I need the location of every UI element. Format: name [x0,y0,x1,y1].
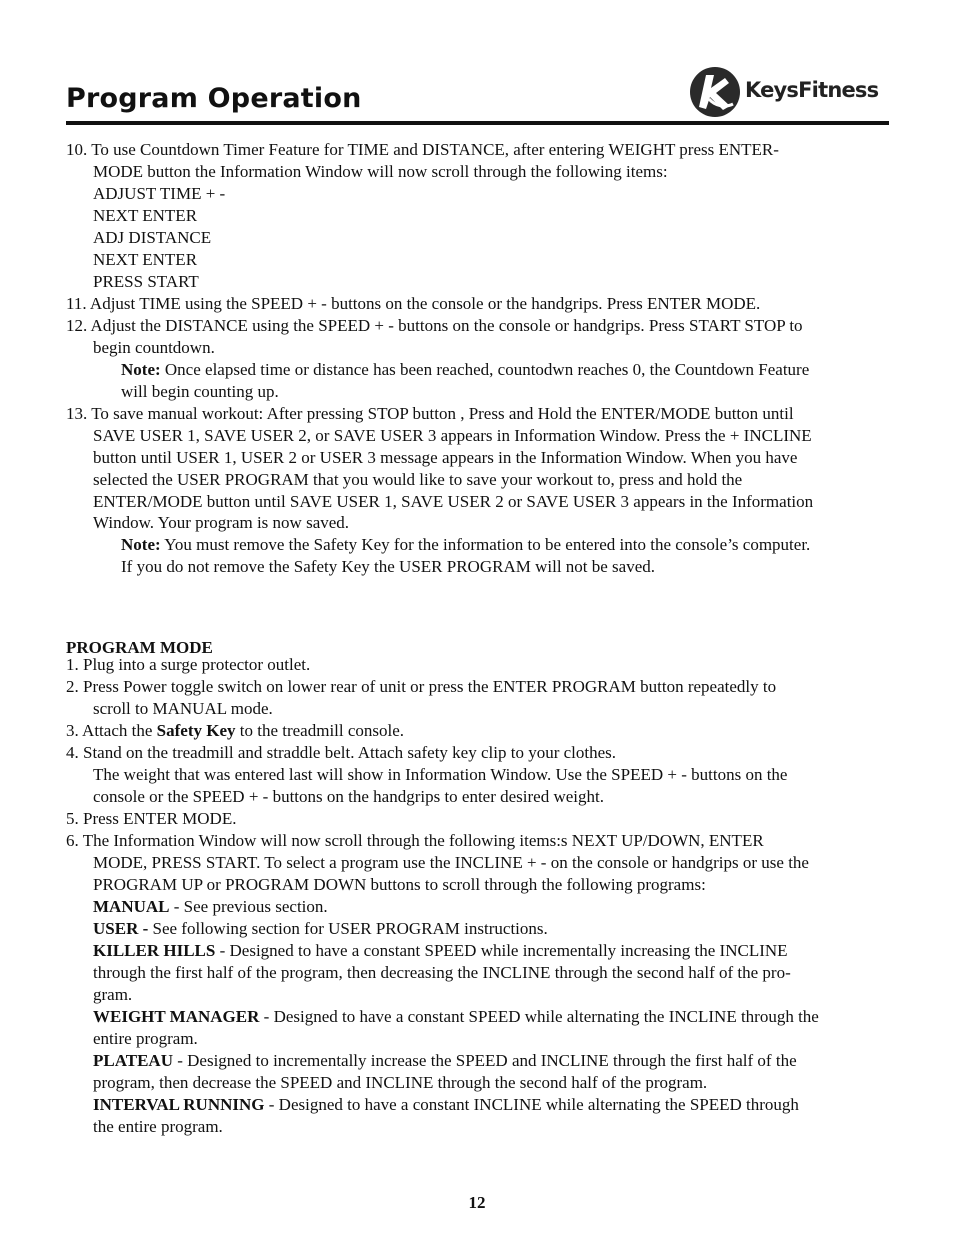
logo-wordmark-keys: Keys [745,78,799,102]
text-segment: scroll to MANUAL mode. [93,699,273,718]
text-line [93,1116,223,1138]
text-line [93,249,197,271]
text-line [93,205,197,227]
text-segment: 2. Press Power toggle switch on lower rear of unit or press the ENTER PROGRAM button repeatedly to [66,677,777,696]
text-line [93,918,548,940]
text-segment: PROGRAM UP or PROGRAM DOWN buttons to scroll through the following programs: [93,875,706,894]
text-line [93,337,215,359]
text-segment: - Designed to incrementally increase the SPEED and INCLINE through the first half of the [172,1051,797,1070]
text-segment: 5. Press ENTER MODE. [66,809,237,828]
text-line [93,227,211,249]
text-line [121,381,279,403]
text-segment: begin countdown. [93,338,215,357]
text-segment: ADJ DISTANCE [93,228,212,247]
text-line [93,984,132,1006]
text-segment: 3. Attach the [66,721,157,740]
text-segment: to the treadmill console. [235,721,405,740]
text-line [93,491,813,513]
text-segment: program, then decrease the SPEED and INCLINE through the second half of the program. [93,1073,708,1092]
text-line [121,534,810,556]
text-segment: - Designed to have a constant SPEED while alternating the INCLINE through the [259,1007,819,1026]
bold-term: Note: [121,535,161,554]
bold-term: USER - [93,919,149,938]
text-line [93,183,225,205]
text-line [93,874,706,896]
text-line [93,1094,799,1116]
text-line [93,469,742,491]
text-segment: gram. [93,985,133,1004]
text-segment: - Designed to have a constant SPEED while incrementally increasing the INCLINE [215,941,788,960]
keysfitness-logo-icon [689,66,741,118]
bold-term: PROGRAM MODE [66,638,213,657]
text-line [66,139,779,161]
text-segment: MODE, PRESS START. To select a program use the INCLINE + - on the console or handgrips or use the [93,853,809,872]
text-segment: entire program. [93,1029,198,1048]
logo-wordmark-fitness: Fitness [798,78,879,102]
text-segment: ADJUST TIME + - [93,184,226,203]
text-line [93,447,797,469]
text-segment: 10. To use Countdown Timer Feature for TIME and DISTANCE, after entering WEIGHT press ENTER- [66,140,779,159]
text-segment: 4. Stand on the treadmill and straddle belt. Attach safety key clip to your clothes. [66,743,617,762]
page-number: 12 [468,1193,486,1212]
text-line [93,940,788,962]
text-segment: 12. Adjust the DISTANCE using the SPEED + - buttons on the console or handgrips. Press START STOP to [66,316,803,335]
text-segment: Once elapsed time or distance has been reached, countodwn reaches 0, the Countdown Feature [160,360,810,379]
text-segment: the entire program. [93,1117,223,1136]
text-segment: SAVE USER 1, SAVE USER 2, or SAVE USER 3 appears in Information Window. Press the + INCLINE [93,426,812,445]
text-segment: NEXT ENTER [93,206,198,225]
text-segment: through the first half of the program, then decreasing the INCLINE through the second half of the pro- [93,963,791,982]
text-line [93,698,273,720]
text-line [93,512,349,534]
text-line [66,676,776,698]
text-segment: button until USER 1, USER 2 or USER 3 message appears in the Information Window. When you have [93,448,798,467]
page-title: Program Operation [66,83,362,114]
text-line [93,896,328,918]
text-segment: Window. Your program is now saved. [93,513,350,532]
bold-term: KILLER HILLS [93,941,216,960]
text-segment: PRESS START [93,272,199,291]
bold-term: MANUAL [93,897,170,916]
text-line [93,161,668,183]
header-rule [66,121,889,125]
text-line [66,403,794,425]
text-line [66,654,310,676]
bold-term: WEIGHT MANAGER [93,1007,260,1026]
text-segment: MODE button the Information Window will now scroll through the following items: [93,162,668,181]
text-line [93,962,791,984]
text-line [93,786,604,808]
text-segment: will begin counting up. [121,382,279,401]
text-line [121,359,809,381]
bold-term: INTERVAL RUNNING [93,1095,265,1114]
text-line [93,1050,797,1072]
text-segment: NEXT ENTER [93,250,198,269]
text-segment: 6. The Information Window will now scroll through the following items:s NEXT UP/DOWN, ENTER [66,831,764,850]
text-segment: - Designed to have a constant INCLINE while alternating the SPEED through [264,1095,799,1114]
text-line [66,830,764,852]
text-segment: 13. To save manual workout: After pressing STOP button , Press and Hold the ENTER/MODE button until [66,404,794,423]
text-segment: The weight that was entered last will show in Information Window. Use the SPEED + - buttons on the [93,765,788,784]
text-line [66,742,616,764]
bold-term: Note: [121,360,161,379]
text-segment: 1. Plug into a surge protector outlet. [66,655,311,674]
text-line [93,271,199,293]
text-line [93,764,787,786]
text-line [66,808,236,830]
text-line [93,1006,819,1028]
text-segment: - See previous section. [169,897,328,916]
bold-term: Safety Key [156,721,236,740]
text-line [93,1072,707,1094]
text-segment: 11. Adjust TIME using the SPEED + - buttons on the console or the handgrips. Press ENTER MODE. [66,294,761,313]
text-segment: You must remove the Safety Key for the information to be entered into the console’s computer. [160,535,811,554]
text-line [66,720,404,742]
text-line [93,1028,198,1050]
bold-term: PLATEAU [93,1051,173,1070]
text-line [66,315,803,337]
text-line [66,293,760,315]
text-segment: selected the USER PROGRAM that you would like to save your workout to, press and hold the [93,470,743,489]
text-segment: console or the SPEED + - buttons on the handgrips to enter desired weight. [93,787,604,806]
logo-wordmark [745,78,878,102]
text-line [121,556,655,578]
text-segment: See following section for USER PROGRAM instructions. [148,919,548,938]
keysfitness-logo [689,66,889,118]
text-segment: ENTER/MODE button until SAVE USER 1, SAVE USER 2 or SAVE USER 3 appears in the Information [93,492,814,511]
text-line [93,852,809,874]
text-segment: If you do not remove the Safety Key the USER PROGRAM will not be saved. [121,557,656,576]
text-line [93,425,812,447]
